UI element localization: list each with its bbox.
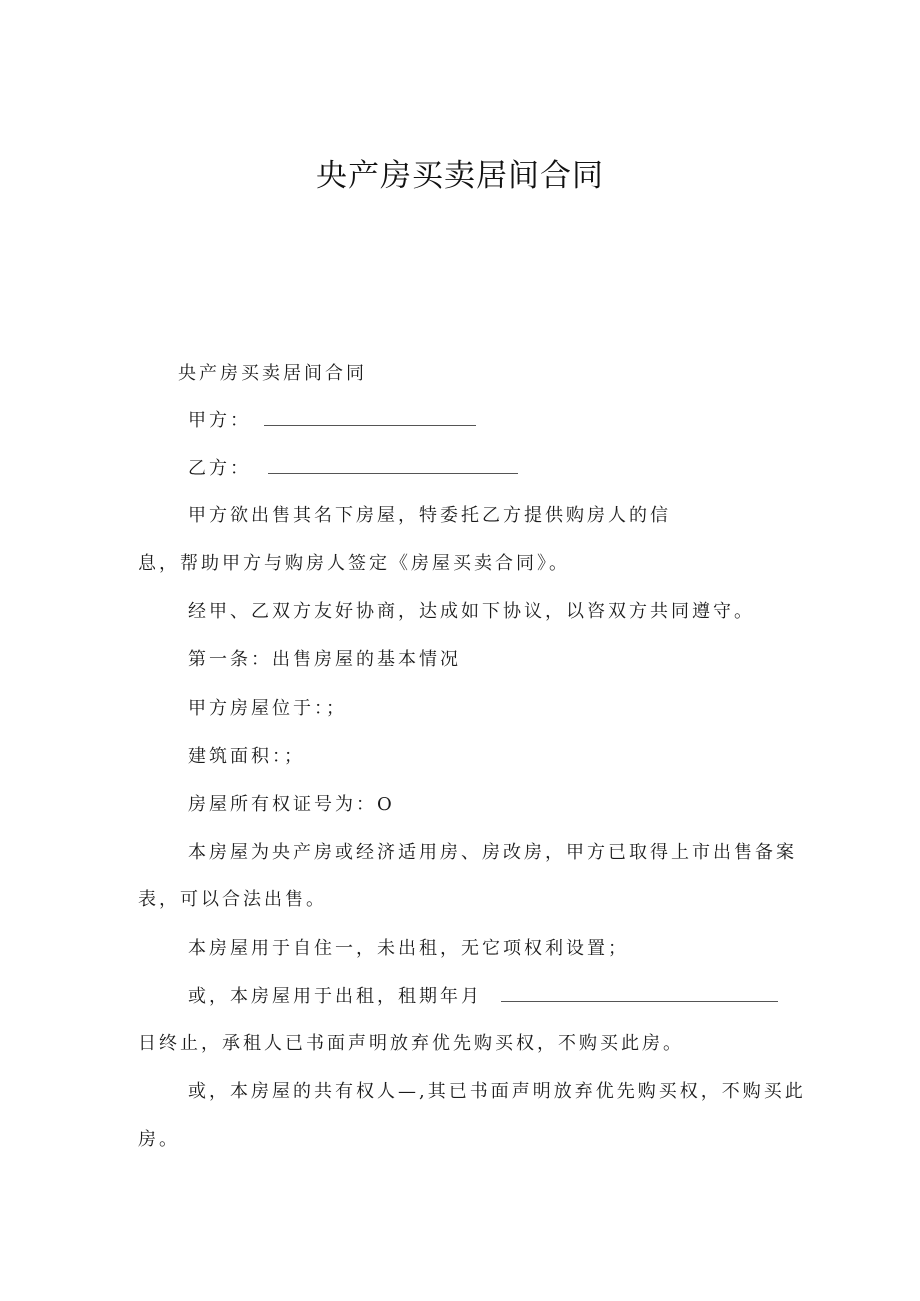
- paragraph-1-line-1: 甲方欲出售其名下房屋，特委托乙方提供购房人的信: [188, 505, 671, 526]
- paragraph-3-line-1: 本房屋为央产房或经济适用房、房改房，甲方已取得上市出售备案: [188, 842, 797, 863]
- paragraph-5-line-1: [188, 985, 778, 1009]
- house-location: 甲方房屋位于：；: [188, 698, 347, 719]
- paragraph-6-line-2: 房。: [138, 1129, 180, 1150]
- party-b-label: 乙方：: [188, 458, 251, 479]
- paragraph-1-line-2: 息，帮助甲方与购房人签定《房屋买卖合同》。: [138, 553, 570, 574]
- contract-subtitle: 央产房买卖居间合同: [178, 363, 367, 384]
- document-title: 央产房买卖居间合同: [316, 158, 604, 194]
- building-area: 建筑面积：；: [188, 746, 305, 767]
- paragraph-5-text: 或，本房屋用于出租，租期年月: [188, 986, 482, 1007]
- lease-term-blank: [501, 993, 778, 1002]
- party-a-line: [188, 409, 476, 433]
- ownership-certificate: 房屋所有权证号为：O: [188, 794, 395, 815]
- paragraph-3-line-2: 表，可以合法出售。: [138, 889, 327, 910]
- party-a-label: 甲方：: [188, 410, 251, 431]
- paragraph-5-line-2: 日终止，承租人已书面声明放弃优先购买权，不购买此房。: [138, 1033, 684, 1054]
- paragraph-4: 本房屋用于自住一，未出租，无它项权利设置；: [188, 938, 629, 959]
- party-a-blank: [264, 417, 476, 426]
- party-b-blank: [268, 465, 518, 474]
- paragraph-6-line-1: 或，本房屋的共有权人—,其已书面声明放弃优先购买权，不购买此: [188, 1081, 806, 1102]
- party-b-line: [188, 457, 518, 481]
- article-1-heading: 第一条：出售房屋的基本情况: [188, 649, 461, 670]
- paragraph-2: 经甲、乙双方友好协商，达成如下协议，以咨双方共同遵守。: [188, 601, 755, 622]
